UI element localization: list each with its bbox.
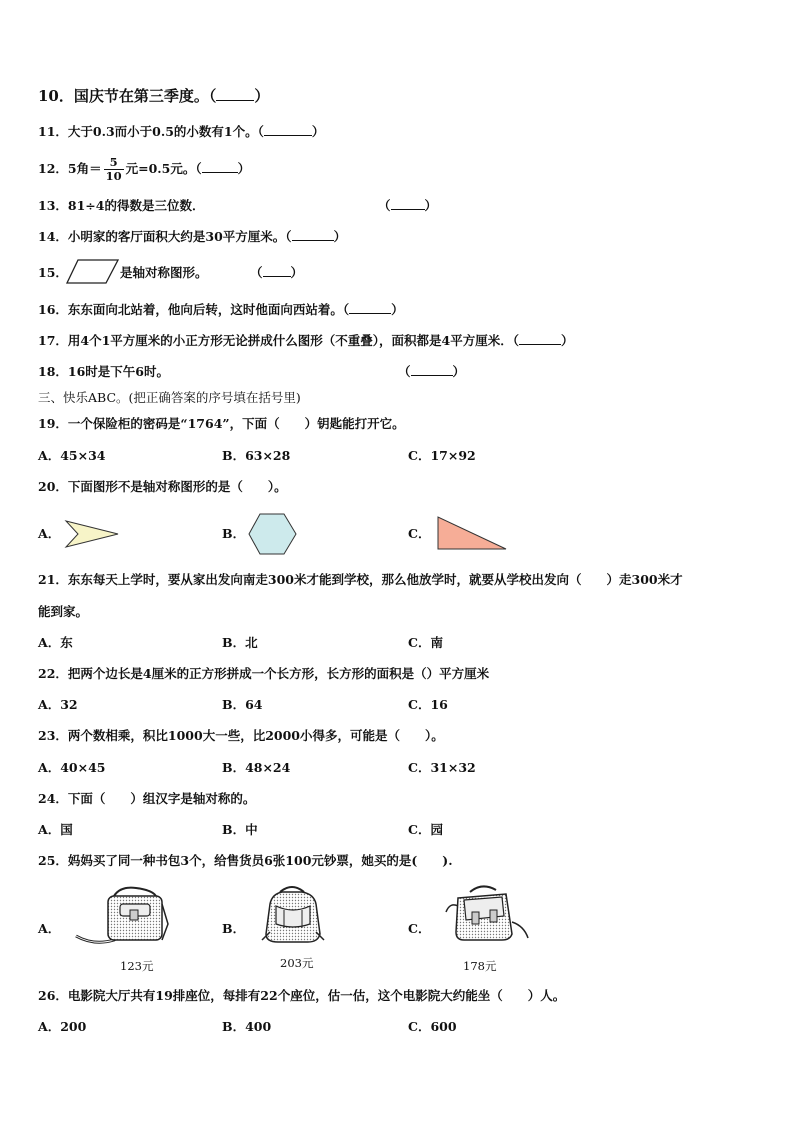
paren-close: ）: [452, 364, 466, 379]
question-number: 20．: [38, 479, 68, 494]
paren-close: ）: [237, 161, 251, 176]
price-label: 178元: [463, 959, 497, 973]
question-18: [38, 364, 169, 380]
shoulder-bag-icon[interactable]: [74, 884, 170, 946]
hexagon-figure[interactable]: [248, 513, 298, 555]
option-b[interactable]: B．64: [222, 697, 263, 712]
question-15-text: [120, 265, 208, 281]
paren-close: ）: [561, 333, 574, 348]
question-number: 15．: [38, 265, 68, 280]
fraction-numerator: 5: [104, 156, 124, 170]
option-b-label[interactable]: B．: [222, 921, 246, 936]
question-number: 26．: [38, 988, 68, 1003]
option-c[interactable]: C．园: [408, 822, 443, 837]
question-number: 18．: [38, 364, 68, 379]
question-text: 16时是下午6时。: [67, 364, 169, 379]
question-18-answer: [398, 364, 465, 380]
question-15: [38, 265, 68, 281]
option-a-label[interactable]: A．: [38, 526, 61, 541]
question-text: 81÷4的得数是三位数．: [67, 198, 205, 213]
option-b[interactable]: B．北: [222, 635, 258, 650]
option-b[interactable]: B．400: [222, 1019, 272, 1034]
question-number: 19．: [38, 416, 68, 431]
question-text: 东东每天上学时，要从家出发向南走300米才能到学校，那么他放学时，就要从学校出发向（ ）走300米才: [67, 572, 683, 587]
school-bag-icon[interactable]: [444, 882, 530, 944]
option-a[interactable]: A．国: [38, 822, 73, 837]
question-text: 国庆节在第三季度。（: [73, 87, 217, 105]
question-11: [38, 124, 324, 140]
question-23: [38, 728, 444, 744]
option-a[interactable]: A．40×45: [38, 760, 106, 775]
paren-open: （: [250, 265, 263, 280]
fraction-denominator: 10: [105, 169, 122, 183]
option-b-label[interactable]: B．: [222, 526, 246, 541]
paren-close: ）: [290, 265, 304, 280]
question-13-answer: [378, 198, 437, 214]
paren-open: （: [398, 364, 411, 379]
arrowhead-figure[interactable]: [64, 519, 120, 549]
question-16: [38, 302, 404, 318]
section-heading: 三、快乐ABC。(把正确答案的序号填在括号里): [38, 390, 301, 405]
question-number: 17．: [38, 333, 68, 348]
question-text: 是轴对称图形。: [120, 265, 208, 280]
option-a[interactable]: A．东: [38, 635, 73, 650]
backpack-icon[interactable]: [258, 884, 328, 946]
question-text: 用4个1平方厘米的小正方形无论拼成什么图形（不重叠），面积都是4平方厘米．（: [67, 333, 520, 348]
answer-blank[interactable]: [202, 162, 238, 173]
question-number: 12．: [38, 161, 68, 176]
option-a[interactable]: A．200: [38, 1019, 87, 1034]
answer-blank[interactable]: [263, 266, 291, 277]
question-12: [38, 154, 250, 184]
question-24: [38, 791, 255, 807]
parallelogram-figure: [66, 259, 120, 285]
answer-blank[interactable]: [391, 199, 425, 210]
answer-blank[interactable]: [519, 334, 561, 345]
question-22: [38, 666, 489, 682]
question-21: [38, 572, 683, 588]
option-c-label[interactable]: C．: [408, 526, 431, 541]
answer-blank[interactable]: [216, 90, 254, 101]
question-10: [38, 88, 269, 104]
answer-blank[interactable]: [292, 230, 334, 241]
question-number: 11．: [38, 124, 68, 139]
question-number: 13．: [38, 198, 68, 213]
question-text: 小明家的客厅面积大约是30平方厘米。（: [67, 229, 292, 244]
question-text: 把两个边长是4厘米的正方形拼成一个长方形，长方形的面积是（）平方厘米: [67, 666, 490, 681]
option-c[interactable]: C．17×92: [408, 448, 476, 463]
question-text: 妈妈买了同一种书包3个，给售货员6张100元钞票，她买的是( ).: [67, 853, 453, 868]
answer-blank[interactable]: [264, 125, 312, 136]
question-21-continued: 能到家。: [38, 604, 89, 619]
answer-blank[interactable]: [349, 303, 391, 314]
question-25: [38, 853, 453, 869]
question-text: 下面（ ）组汉字是轴对称的。: [67, 791, 256, 806]
paren-close: ）: [391, 302, 404, 317]
option-c[interactable]: C．16: [408, 697, 448, 712]
question-text: 下面图形不是轴对称图形的是（ ）。: [67, 479, 287, 494]
paren-close: ）: [311, 124, 325, 139]
option-c[interactable]: C．600: [408, 1019, 457, 1034]
paren-close: ）: [254, 87, 270, 105]
question-text: 大于0.3而小于0.5的小数有1个。（: [67, 124, 264, 139]
question-14: [38, 229, 346, 245]
question-text: 东东面向北站着，他向后转，这时他面向西站着。（: [67, 302, 350, 317]
option-b[interactable]: B．63×28: [222, 448, 291, 463]
question-13: [38, 198, 204, 214]
question-15-answer: [250, 265, 303, 281]
right-triangle-figure[interactable]: [436, 515, 508, 551]
paren-open: （: [378, 198, 391, 213]
price-label: 203元: [280, 956, 314, 970]
question-number: 23．: [38, 728, 68, 743]
option-a[interactable]: A．32: [38, 697, 78, 712]
option-b[interactable]: B．48×24: [222, 760, 291, 775]
option-b[interactable]: B．中: [222, 822, 258, 837]
option-c[interactable]: C．31×32: [408, 760, 476, 775]
question-text: 两个数相乘，积比1000大一些，比2000小得多，可能是（ ）。: [67, 728, 444, 743]
question-number: 16．: [38, 302, 68, 317]
question-text-post: 元=0.5元。（: [125, 161, 202, 176]
fraction: [104, 156, 124, 183]
option-c[interactable]: C．南: [408, 635, 443, 650]
answer-blank[interactable]: [411, 365, 453, 376]
question-20: [38, 479, 287, 495]
paren-close: ）: [424, 198, 438, 213]
question-text: 电影院大厅共有19排座位，每排有22个座位，估一估，这个电影院大约能坐（ ）人。: [67, 988, 566, 1003]
question-26: [38, 988, 565, 1004]
question-number: 24．: [38, 791, 68, 806]
price-label: 123元: [120, 959, 154, 973]
question-number: 10．: [38, 87, 74, 105]
option-c-label[interactable]: C．: [408, 921, 431, 936]
question-number: 14．: [38, 229, 68, 244]
question-number: 22．: [38, 666, 68, 681]
paren-close: ）: [333, 229, 347, 244]
question-text: 一个保险柜的密码是“1764”，下面（ ）钥匙能打开它。: [67, 416, 405, 431]
question-number: 21．: [38, 572, 68, 587]
question-number: 25．: [38, 853, 68, 868]
option-a-label[interactable]: A．: [38, 921, 61, 936]
question-text-pre: 5角＝: [67, 161, 102, 176]
option-a[interactable]: A．45×34: [38, 448, 106, 463]
question-19: [38, 416, 405, 432]
question-17: [38, 333, 574, 349]
